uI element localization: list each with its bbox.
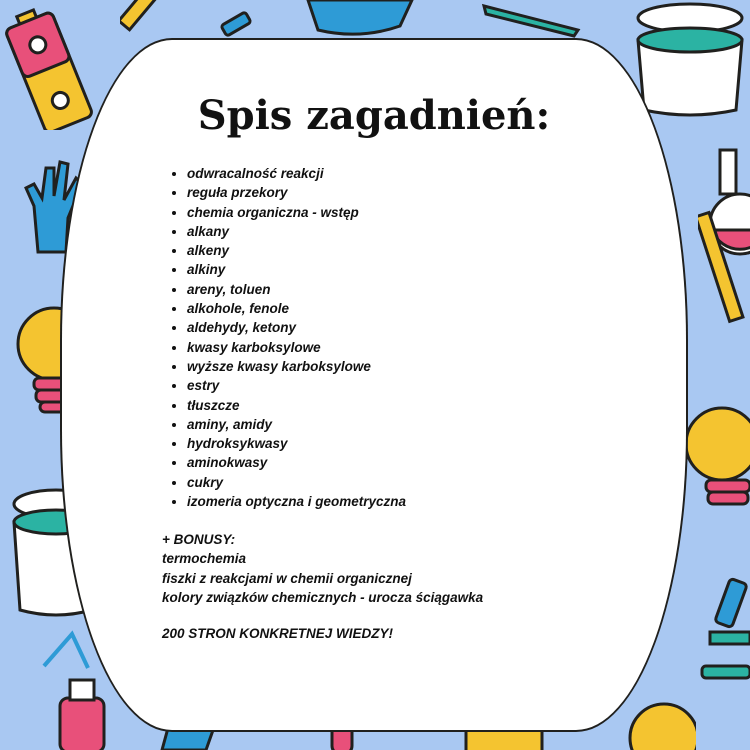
list-item: • kwasy karboksylowe: [187, 338, 406, 357]
list-item: • estry: [187, 376, 406, 395]
topic-list: [170, 164, 406, 511]
list-item: • hydroksykwasy: [187, 434, 406, 453]
list-item: • aminokwasy: [187, 453, 406, 472]
list-item: • tłuszcze: [187, 396, 406, 415]
pencil-icon: [698, 206, 750, 330]
bonus-item: fiszki z reakcjami w chemii organicznej: [162, 570, 412, 586]
content-card: [62, 40, 686, 730]
footer-tagline: 200 STRON KONKRETNEJ WIEDZY!: [162, 626, 394, 641]
list-item: • alkohole, fenole: [187, 299, 406, 318]
list-item: • alkeny: [187, 241, 406, 260]
lightbulb-icon: [682, 392, 750, 516]
bonus-section: [162, 530, 483, 607]
list-item: • izomeria optyczna i geometryczna: [187, 492, 406, 511]
tweezers-icon: [478, 0, 588, 40]
list-item: • cukry: [187, 473, 406, 492]
list-item: • areny, toluen: [187, 280, 406, 299]
lightbulb-icon: [612, 694, 696, 750]
list-item: • odwracalność reakcji: [187, 164, 406, 183]
list-item: • alkiny: [187, 260, 406, 279]
list-item: • chemia organiczna - wstęp: [187, 203, 406, 222]
list-item: • reguła przekory: [187, 183, 406, 202]
list-item: • wyższe kwasy karboksylowe: [187, 357, 406, 376]
list-item: • alkany: [187, 222, 406, 241]
list-item: • aminy, amidy: [187, 415, 406, 434]
microscope-icon: [700, 572, 750, 682]
page-title: Spis zagadnień:: [197, 92, 551, 139]
bonus-item: termochemia: [162, 551, 247, 567]
bonus-heading: + BONUSY:: [162, 532, 236, 547]
bonus-item: kolory związków chemicznych - urocza ściągawka: [162, 589, 484, 605]
pencil-icon: [120, 0, 180, 40]
list-item: • aldehydy, ketony: [187, 318, 406, 337]
beaker-icon: [300, 0, 420, 36]
